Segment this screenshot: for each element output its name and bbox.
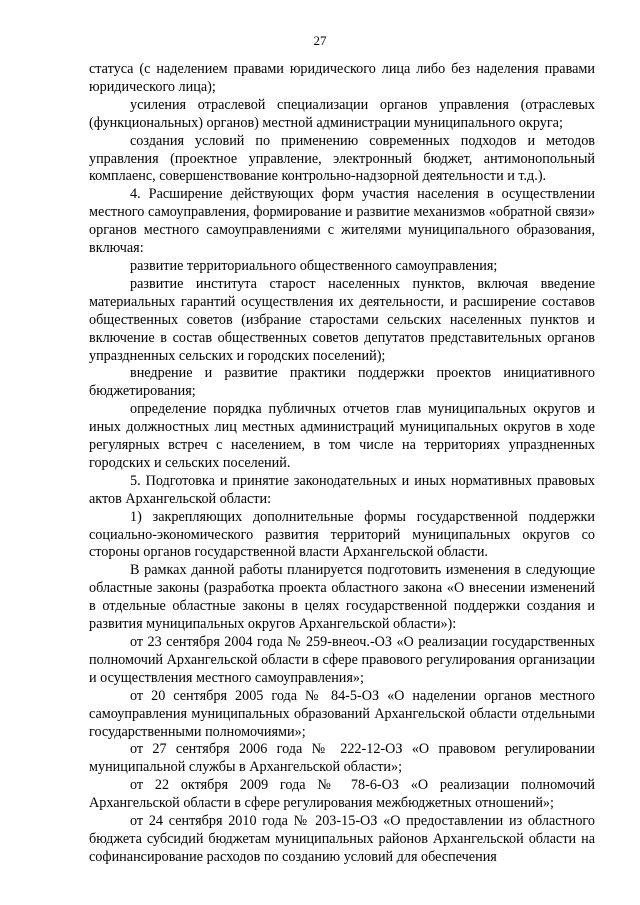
- paragraph: развитие территориального общественного самоуправления;: [130, 257, 498, 274]
- paragraph: определение порядка публичных отчетов глав муниципальных округов и иных должностных лиц местных администраций муниципальных округов в ходе регулярных встреч с населением, в том числе на территориях упраздненных городских и сельских поселений.: [89, 401, 595, 471]
- paragraph: В рамках данной работы планируется подготовить изменения в следующие областные законы (разработка проекта областного закона «О внесении изменений в отдельные областные законы в целях государственной поддержки создания и развития муниципальных округов Архангельской области»):: [89, 562, 595, 633]
- page-number: 27: [313, 33, 327, 48]
- paragraph: внедрение и развитие практики поддержки проектов инициативного бюджетирования;: [89, 365, 595, 400]
- paragraph: статуса (с наделением правами юридического лица либо без наделения правами юридического лица);: [89, 61, 595, 95]
- paragraph: от 24 сентября 2010 года № 203-15-ОЗ «О предоставлении из областного бюджета субсидий бюджетам муниципальных районов Архангельской области на софинансирование расходов по созданию условий для обеспечения: [89, 813, 595, 865]
- paragraph: 5. Подготовка и принятие законодательных и иных нормативных правовых актов Архангельской области:: [89, 472, 595, 507]
- paragraph: усиления отраслевой специализации органов управления (отраслевых (функциональных) органов) местной администрации муниципального округа;: [89, 96, 595, 131]
- paragraph: от 23 сентября 2004 года № 259-внеоч.-ОЗ «О реализации государственных полномочий Архангельской области в сфере правового регулирования организации и осуществления местного самоуправления»;: [89, 634, 595, 686]
- paragraph: от 27 сентября 2006 года № 222-12-ОЗ «О правовом регулировании муниципальной службы в Архангельской области»;: [89, 741, 595, 776]
- paragraph: от 20 сентября 2005 года № 84-5-ОЗ «О наделении органов местного самоуправления муниципальных образований Архангельской области отдельными государственными полномочиями»;: [89, 687, 595, 740]
- paragraph: развитие института старост населенных пунктов, включая введение материальных гарантий осуществления их деятельности, и расширение составов общественных советов (избрание старостами сельских населенных пунктов и включение в состав общественных советов депутатов представительных органов упраздненных сельских и городских поселений);: [89, 275, 595, 364]
- paragraph: создания условий по применению современных подходов и методов управления (проектное управление, электронный бюджет, антимонопольный комплаенс, совершенствование контрольно-надзорной деятельности и т.д.).: [89, 132, 595, 185]
- paragraph: 4. Расширение действующих форм участия населения в осуществлении местного самоуправления, формирование и развитие механизмов «обратной связи» органов местного самоуправлениями с жителями муниципального образования, включая:: [89, 186, 595, 257]
- paragraph: 1) закрепляющих дополнительные формы государственной поддержки социально-экономического развития территорий муниципальных округов со стороны органов государственной власти Архангельской области.: [89, 508, 595, 561]
- paragraph: от 22 октября 2009 года № 78-6-ОЗ «О реализации полномочий Архангельской области в сфере регулирования межбюджетных отношений»;: [89, 777, 595, 812]
- document-body: [89, 61, 595, 867]
